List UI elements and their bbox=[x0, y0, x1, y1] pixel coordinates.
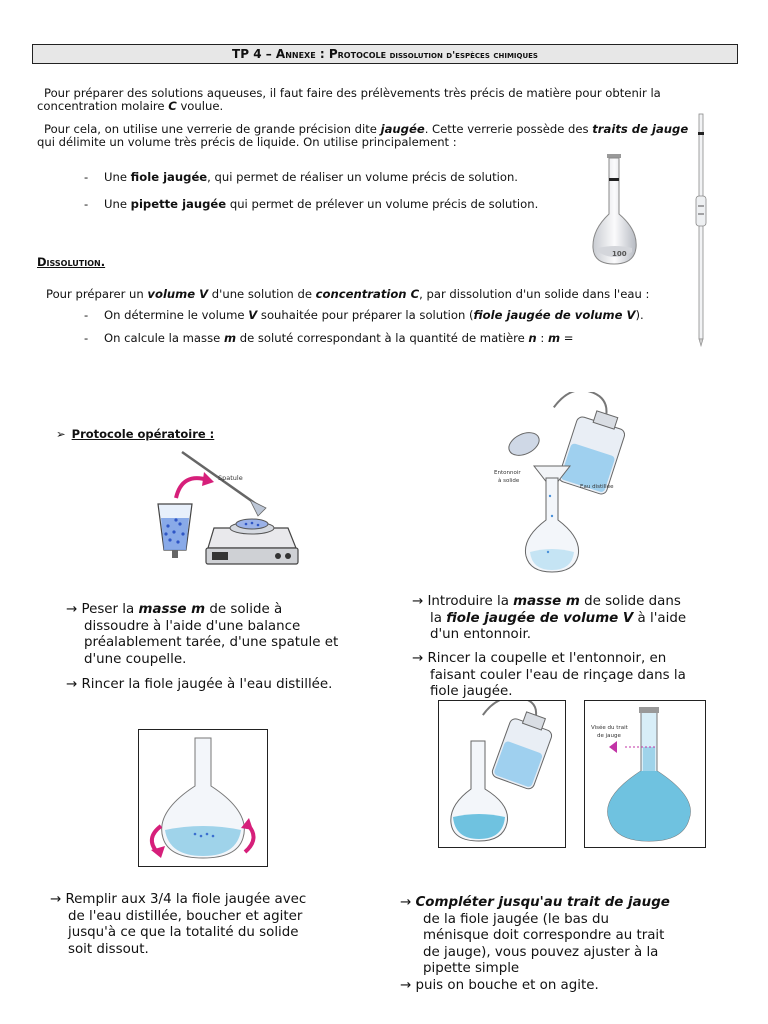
dissolution-intro bbox=[46, 287, 649, 301]
dissolution-item-volume bbox=[84, 308, 644, 322]
step-6-line-2: de la fiole jaugée (le bas du bbox=[423, 911, 610, 927]
flask-volume-label: 100 bbox=[612, 250, 627, 258]
step-5-line-3: jusqu'à ce que la totalité du solide bbox=[68, 925, 299, 940]
step-bold: masse m bbox=[138, 602, 206, 617]
step-1-line-4: d'une coupelle. bbox=[84, 651, 187, 667]
intro-text: Pour cela, on utilise une verrerie de grande précision dite bbox=[44, 122, 381, 136]
step-text: la bbox=[430, 610, 447, 626]
step-1-line-3: préalablement tarée, d'une spatule et bbox=[84, 635, 339, 650]
step-4-line-3: fiole jaugée. bbox=[430, 684, 513, 699]
step-5-line-2: de l'eau distillée, boucher et agiter bbox=[68, 908, 303, 924]
intro-line-1: Pour préparer des solutions aqueuses, il faut faire des prélèvements très précis de matière pour obtenir la bbox=[44, 86, 661, 100]
step-bold: masse m bbox=[513, 594, 580, 609]
step-6-line-4: de jauge), vous pouvez ajuster à la bbox=[423, 944, 659, 960]
title-protocole: Protocole bbox=[324, 47, 387, 61]
step-6-text bbox=[400, 895, 740, 994]
intro-text: concentration molaire bbox=[37, 99, 169, 113]
step-3-line-2 bbox=[412, 611, 752, 628]
bullet-text: Une bbox=[104, 170, 131, 184]
bullet-text: ). bbox=[635, 308, 644, 322]
bullet-bold: V bbox=[248, 308, 258, 322]
bullet-text: de soluté correspondant à la quantité de matière bbox=[236, 331, 529, 345]
glass-item-fiole bbox=[84, 170, 518, 184]
intro-c: C bbox=[168, 99, 177, 113]
dissolution-item-mass bbox=[84, 331, 573, 345]
bullet-dash: - bbox=[84, 308, 89, 322]
bullet-text: = bbox=[560, 331, 574, 345]
protocole-title-text: Protocole opératoire : bbox=[71, 427, 215, 441]
intro-jaugee: jaugée bbox=[380, 122, 425, 136]
spatule-label: Spatule bbox=[218, 474, 243, 482]
protocole-title bbox=[56, 427, 214, 441]
title-dash: – bbox=[261, 47, 276, 61]
intro-line-3 bbox=[44, 122, 688, 136]
step-4-text bbox=[412, 651, 752, 701]
intro-text: voulue. bbox=[176, 99, 224, 113]
bullet-bold: m bbox=[547, 331, 561, 345]
page-title bbox=[32, 44, 738, 64]
bullet-dash: - bbox=[84, 197, 89, 211]
intro-line-2 bbox=[37, 99, 223, 113]
entonnoir-label: Entonnoir bbox=[494, 470, 521, 476]
step-5-line-4: soit dissout. bbox=[68, 941, 149, 957]
step-6-line-1 bbox=[400, 895, 740, 912]
intro-text: . Cette verrerie possède des bbox=[424, 122, 593, 136]
step-4-line-1: → Rincer la coupelle et l'entonnoir, en bbox=[412, 651, 667, 666]
rinse-flask-illustration bbox=[438, 700, 566, 848]
step-bold: Compléter jusqu'au trait de jauge bbox=[415, 895, 670, 910]
step-5-text bbox=[50, 892, 380, 958]
bullet-text: Une bbox=[104, 197, 131, 211]
bullet-text: On détermine le volume bbox=[104, 308, 249, 322]
title-rest: dissolution d'espèces chimiques bbox=[386, 50, 538, 61]
intro-traits: traits de jauge bbox=[592, 122, 689, 136]
step-1-text bbox=[66, 602, 386, 668]
entonnoir-label-2: à solide bbox=[498, 478, 520, 484]
step-1-line-2: dissoudre à l'aide d'une balance bbox=[84, 618, 301, 634]
bullet-bold: fiole jaugée bbox=[130, 170, 208, 184]
step-6-line-3: ménisque doit correspondre au trait bbox=[423, 928, 665, 943]
funnel-illustration bbox=[490, 392, 630, 576]
title-annexe: Annexe : bbox=[275, 47, 325, 61]
step-5-line-1: → Remplir aux 3/4 la fiole jaugée avec bbox=[50, 892, 307, 907]
section-title-dissolution: Dissolution. bbox=[37, 255, 106, 269]
gauge-flask-illustration bbox=[584, 700, 706, 848]
bullet-bold: pipette jaugée bbox=[130, 197, 227, 211]
weighing-illustration bbox=[150, 446, 300, 570]
glass-item-pipette bbox=[84, 197, 538, 211]
intro-line-4: qui délimite un volume très précis de liquide. On utilise principalement : bbox=[37, 135, 457, 149]
title-tp: TP 4 bbox=[232, 47, 262, 61]
arrow: → bbox=[66, 602, 78, 617]
bullet-text: souhaitée pour préparer la solution ( bbox=[257, 308, 474, 322]
step-bold: fiole jaugée de volume V bbox=[446, 610, 634, 626]
step-1-line-1 bbox=[66, 602, 386, 619]
dissolution-text: d'une solution de bbox=[208, 287, 316, 301]
bullet-bold: m bbox=[223, 331, 237, 345]
visee-label-2: de jauge bbox=[597, 733, 621, 739]
shake-flask-illustration bbox=[138, 729, 268, 867]
step-text: de solide dans bbox=[579, 594, 681, 609]
graduated-pipette-illustration bbox=[693, 112, 709, 348]
step-3-text bbox=[412, 594, 752, 644]
arrow: → bbox=[400, 895, 416, 910]
step-3-line-1 bbox=[412, 594, 752, 611]
step-2-text: → Rincer la fiole jaugée à l'eau distillée. bbox=[66, 677, 333, 692]
bullet-dash: - bbox=[84, 331, 89, 345]
bullet-text: , qui permet de réaliser un volume précis de solution. bbox=[207, 170, 518, 184]
step-text: de solide à bbox=[205, 602, 283, 617]
volumetric-flask-illustration bbox=[590, 152, 640, 268]
bullet-dash: - bbox=[84, 170, 89, 184]
bullet-text: On calcule la masse bbox=[104, 331, 224, 345]
step-4-line-2: faisant couler l'eau de rinçage dans la bbox=[430, 667, 686, 683]
step-3-line-3: d'un entonnoir. bbox=[430, 627, 531, 642]
eau-distillee-label: Eau distillée bbox=[580, 484, 614, 490]
step-text: à l'aide bbox=[633, 610, 687, 626]
dissolution-text: , par dissolution d'un solide dans l'eau : bbox=[419, 287, 650, 301]
bullet-text: qui permet de prélever un volume précis de solution. bbox=[226, 197, 539, 211]
bullet-bold: fiole jaugée de volume V bbox=[473, 308, 636, 322]
step-6-line-5: pipette simple bbox=[423, 961, 520, 976]
visee-label: Visée du trait bbox=[591, 725, 628, 731]
bullet-bold: n bbox=[528, 331, 537, 345]
step-text: → Introduire la bbox=[412, 594, 514, 609]
dissolution-text: Pour préparer un bbox=[46, 287, 148, 301]
bullet-text: : bbox=[536, 331, 548, 345]
arrow-bullet-icon: ➢ bbox=[56, 427, 66, 441]
step-text: Peser la bbox=[77, 602, 139, 617]
dissolution-volume: volume V bbox=[147, 287, 209, 301]
dissolution-concentration: concentration C bbox=[315, 287, 420, 301]
step-7-text: → puis on bouche et on agite. bbox=[400, 977, 599, 993]
